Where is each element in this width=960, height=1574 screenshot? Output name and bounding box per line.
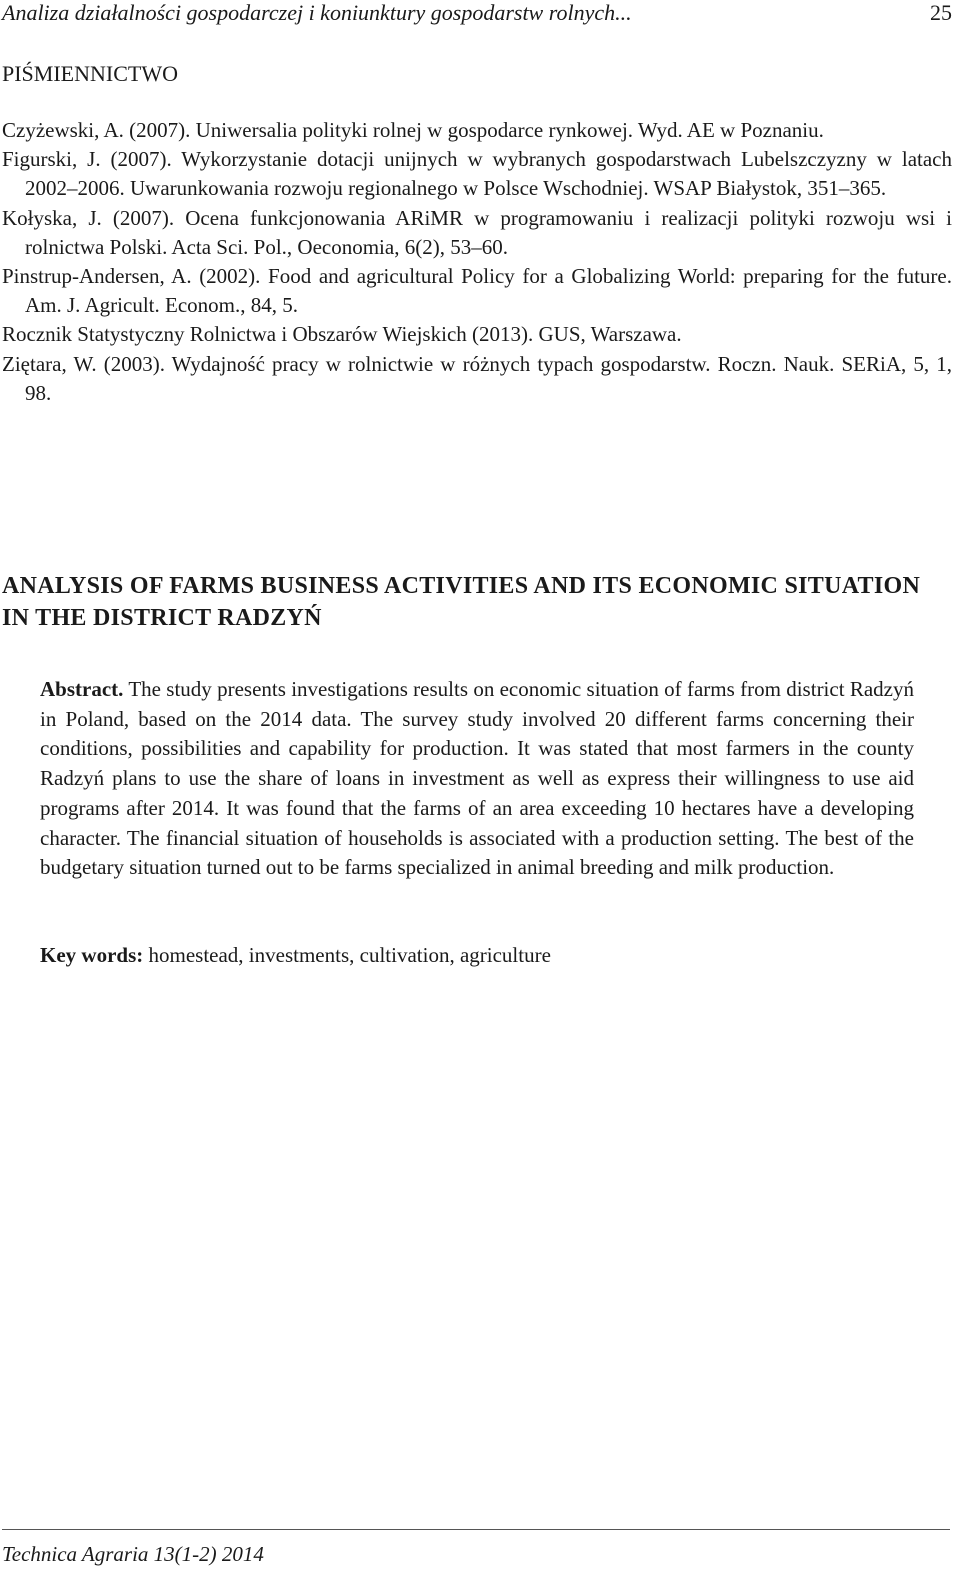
page-number: 25 <box>930 0 952 25</box>
keywords <box>40 940 914 970</box>
reference-item: Rocznik Statystyczny Rolnictwa i Obszarów Wiejskich (2013). GUS, Warszawa. <box>2 322 682 347</box>
reference-item: Czyżewski, A. (2007). Uniwersalia polityki rolnej w gospodarce rynkowej. Wyd. AE w Poznaniu. <box>2 118 824 142</box>
abstract-text: The study presents investigations results on economic situation of farms from district Radzyń in Poland, based on the 2014 data. The survey study involved 20 different farms concerning their conditions, possibilities and capability for production. It was stated that most farmers in the county Radzyń plans to use the share of loans in investment as well as express their willingness to use aid programs after 2014. It was found that the farms of an area exceeding 10 hectares have a developing character. The financial situation of households is associated with a production setting. The best of the budgetary situation turned out to be farms specialized in animal breeding and milk production. <box>40 677 914 880</box>
running-title: Analiza działalności gospodarczej i koniunktury gospodarstw rolnych... <box>2 0 632 25</box>
reference-item: Ziętara, W. (2003). Wydajność pracy w rolnictwie w różnych typach gospodarstw. Roczn. Nauk. SERiA, 5, 1, 98. <box>2 351 952 405</box>
footer-divider <box>2 1529 950 1530</box>
reference-item: Figurski, J. (2007). Wykorzystanie dotacji unijnych w wybranych gospodarstwach Lubelszczyzny w latach 2002–2006. Uwarunkowania rozwoju regionalnego w Polsce Wschodniej. WSAP Białystok, 351–365. <box>2 147 952 201</box>
reference-item: Pinstrup-Andersen, A. (2002). Food and agricultural Policy for a Globalizing World: preparing for the future. Am. J. Agricult. Econom., 84, 5. <box>2 264 952 318</box>
abstract <box>40 675 914 883</box>
references-heading: PIŚMIENNICTWO <box>2 61 178 86</box>
keywords-text: homestead, investments, cultivation, agriculture <box>148 943 551 967</box>
journal-footer: Technica Agraria 13(1-2) 2014 <box>2 1542 264 1566</box>
english-title: ANALYSIS OF FARMS BUSINESS ACTIVITIES AND ITS ECONOMIC SITUATION IN THE DISTRICT RADZYŃ <box>2 573 921 631</box>
reference-item: Kołyska, J. (2007). Ocena funkcjonowania ARiMR w programowaniu i realizacji polityki rozwoju wsi i rolnictwa Polski. Acta Sci. Pol., Oeconomia, 6(2), 53–60. <box>2 205 952 259</box>
running-header <box>2 0 952 30</box>
keywords-label: Key words: <box>40 943 144 967</box>
references-list <box>2 116 952 408</box>
abstract-label: Abstract. <box>40 677 124 701</box>
